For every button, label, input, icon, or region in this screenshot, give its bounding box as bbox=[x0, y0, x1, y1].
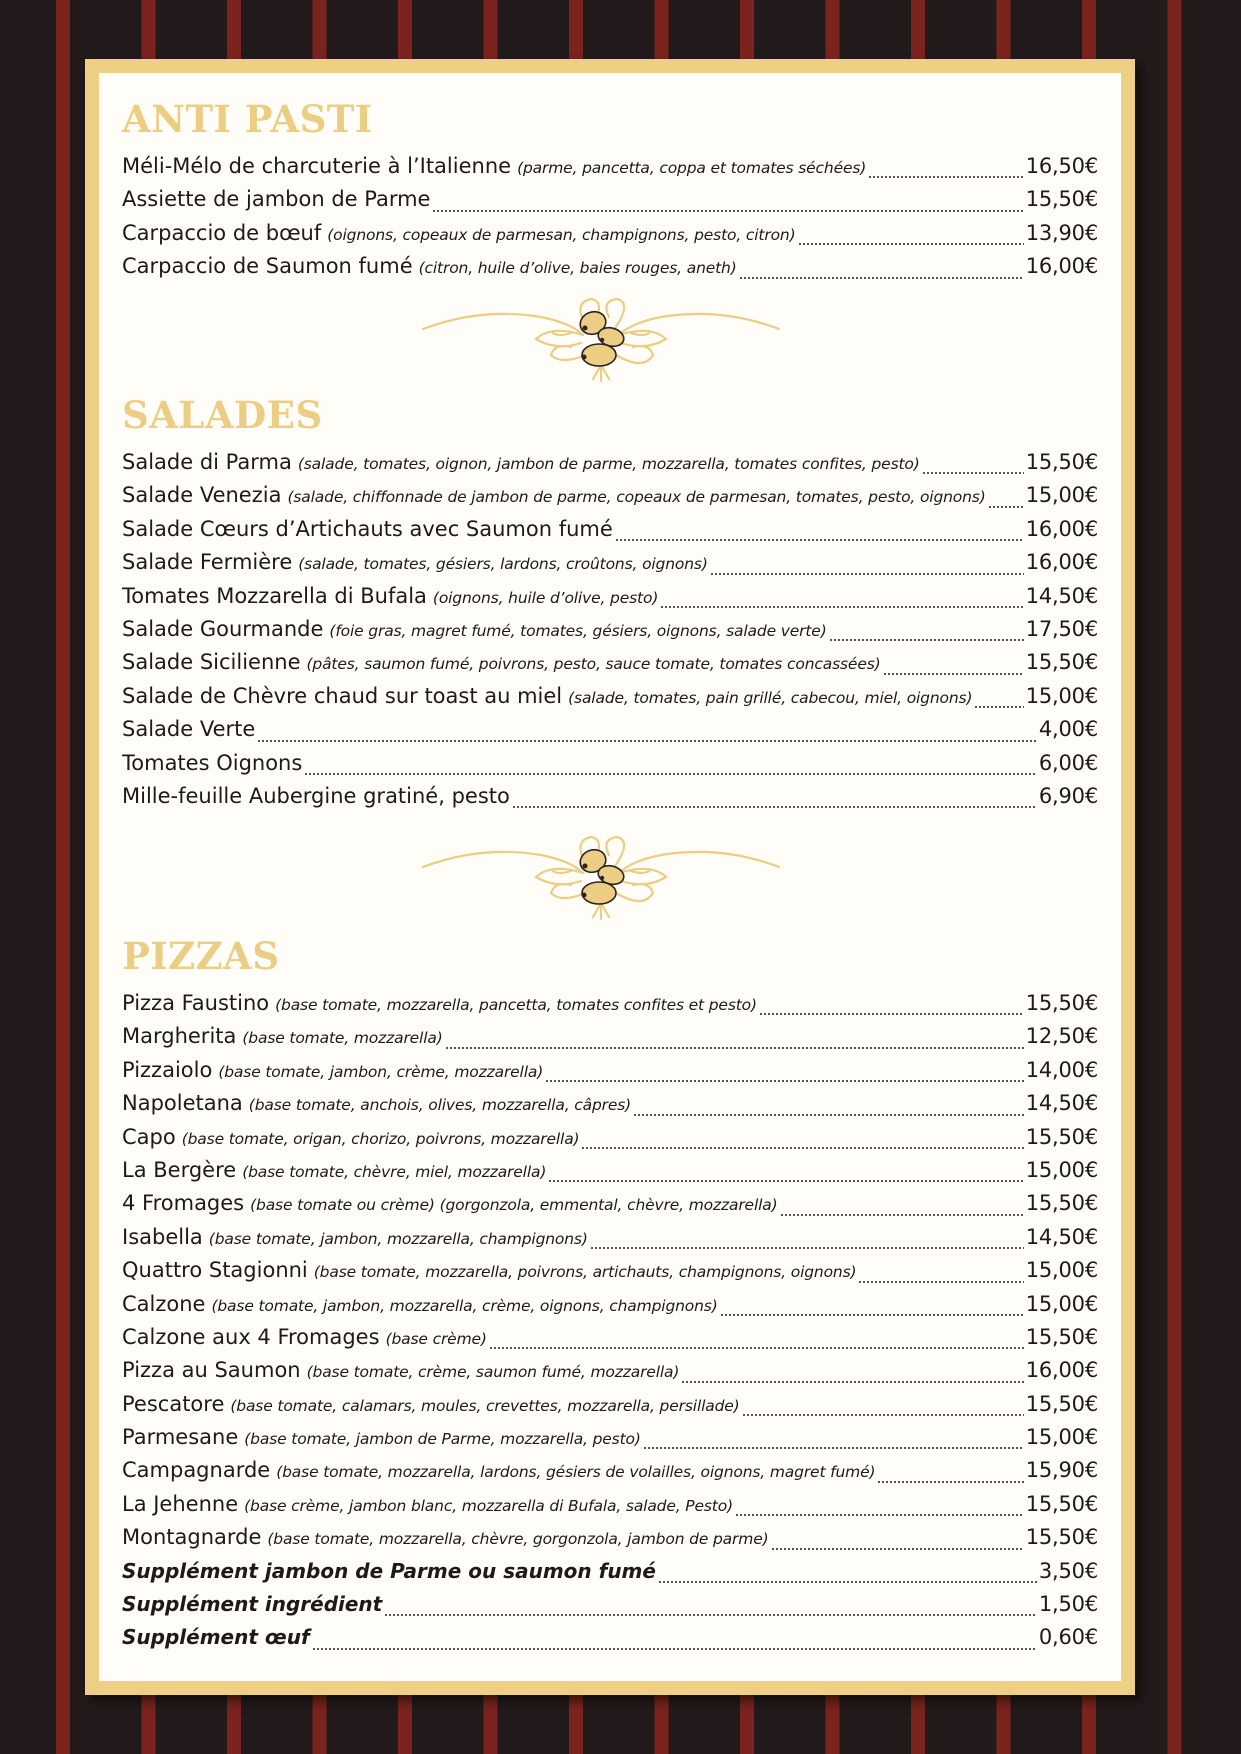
item-price: 1,50€ bbox=[1038, 1592, 1098, 1617]
item-name: La Bergère bbox=[122, 1157, 237, 1182]
menu-item bbox=[122, 254, 1098, 287]
dot-leader bbox=[304, 773, 1037, 775]
item-name: Salade Cœurs d’Artichauts avec Saumon fumé bbox=[122, 516, 613, 541]
dot-leader bbox=[257, 740, 1037, 742]
item-price: 15,50€ bbox=[1025, 1391, 1098, 1416]
dot-leader bbox=[548, 1180, 1023, 1182]
item-price: 15,00€ bbox=[1025, 1157, 1098, 1182]
olive-flourish-icon bbox=[421, 833, 781, 923]
item-description: (base tomate, crème, saumon fumé, mozzarella) bbox=[306, 1363, 680, 1382]
item-description: (base tomate, origan, chorizo, poivrons, mozzarella) bbox=[181, 1129, 580, 1148]
item-price: 12,50€ bbox=[1025, 1024, 1098, 1049]
menu-item bbox=[122, 1325, 1098, 1358]
item-description: (base tomate ou crème) (gorgonzola, emmental, chèvre, mozzarella) bbox=[250, 1196, 778, 1215]
item-price: 15,50€ bbox=[1025, 1124, 1098, 1149]
item-price: 3,50€ bbox=[1038, 1558, 1098, 1583]
menu-item bbox=[122, 1425, 1098, 1458]
item-description: (base tomate, calamars, moules, crevettes, mozzarella, persillade) bbox=[230, 1396, 740, 1415]
dot-leader bbox=[798, 243, 1024, 245]
item-description: (salade, tomates, oignon, jambon de parme, mozzarella, tomates confites, pesto) bbox=[297, 455, 920, 473]
item-name: Pizzaiolo bbox=[122, 1057, 213, 1082]
item-price: 15,00€ bbox=[1025, 683, 1098, 708]
item-name: Carpaccio de bœuf bbox=[122, 220, 322, 245]
item-price: 0,60€ bbox=[1038, 1625, 1098, 1650]
dot-leader bbox=[922, 472, 1024, 474]
item-description: (base tomate, mozzarella, chèvre, gorgonzola, jambon de parme) bbox=[267, 1530, 769, 1549]
menu-item bbox=[122, 1492, 1098, 1525]
item-description: (parme, pancetta, coppa et tomates séchées) bbox=[517, 159, 867, 177]
item-name: Tomates Oignons bbox=[122, 750, 303, 775]
menu-item bbox=[122, 154, 1098, 187]
menu-item bbox=[122, 450, 1098, 483]
item-description: (base crème, jambon blanc, mozzarella di Bufala, salade, Pesto) bbox=[244, 1496, 733, 1515]
item-description: (base tomate, mozzarella, poivrons, artichauts, champignons, oignons) bbox=[313, 1263, 857, 1282]
item-price: 15,00€ bbox=[1025, 1291, 1098, 1316]
item-name: Méli-Mélo de charcuterie à l’Italienne bbox=[122, 154, 512, 178]
item-description: (base tomate, jambon, crème, mozzarella) bbox=[218, 1062, 544, 1081]
item-price: 16,00€ bbox=[1025, 550, 1098, 575]
dot-leader bbox=[660, 606, 1024, 608]
menu-item bbox=[122, 1392, 1098, 1425]
menu-item bbox=[122, 221, 1098, 254]
item-price: 15,90€ bbox=[1025, 1458, 1098, 1483]
menu-item bbox=[122, 584, 1098, 617]
item-price: 17,50€ bbox=[1025, 616, 1098, 641]
menu-item bbox=[122, 550, 1098, 583]
item-name: Quattro Stagionni bbox=[122, 1258, 308, 1283]
item-name: Supplément ingrédient bbox=[122, 1592, 383, 1617]
item-description: (base crème) bbox=[385, 1329, 487, 1348]
item-name: Isabella bbox=[122, 1224, 203, 1249]
dot-leader bbox=[858, 1281, 1023, 1283]
menu-item bbox=[122, 1292, 1098, 1325]
item-name: Salade Gourmande bbox=[122, 616, 324, 641]
dot-leader bbox=[780, 1214, 1024, 1216]
section-title-pizzas: PIZZAS bbox=[122, 934, 280, 978]
item-price: 15,00€ bbox=[1025, 1258, 1098, 1283]
menu-item bbox=[122, 650, 1098, 683]
item-price: 15,50€ bbox=[1025, 1525, 1098, 1550]
dot-leader bbox=[384, 1614, 1037, 1616]
item-price: 16,00€ bbox=[1025, 516, 1098, 541]
item-description: (salade, tomates, gésiers, lardons, croûtons, oignons) bbox=[298, 555, 708, 574]
item-price: 15,50€ bbox=[1025, 1324, 1098, 1349]
menu-item bbox=[122, 1525, 1098, 1558]
menu-item bbox=[122, 717, 1098, 750]
item-name: Pizza Faustino bbox=[122, 991, 270, 1015]
menu-item bbox=[122, 1358, 1098, 1391]
menu-item bbox=[122, 1458, 1098, 1491]
item-description: (base tomate, anchois, olives, mozzarella, câpres) bbox=[248, 1096, 632, 1115]
menu-item bbox=[122, 1258, 1098, 1291]
menu-item bbox=[122, 1058, 1098, 1091]
item-price: 16,50€ bbox=[1025, 154, 1098, 178]
item-name: Campagnarde bbox=[122, 1458, 271, 1483]
dot-leader bbox=[681, 1381, 1023, 1383]
menu-item bbox=[122, 1158, 1098, 1191]
dot-leader bbox=[312, 1648, 1037, 1650]
dot-leader bbox=[735, 1514, 1024, 1516]
item-price: 15,00€ bbox=[1025, 1425, 1098, 1450]
item-price: 15,00€ bbox=[1025, 483, 1098, 508]
menu-item bbox=[122, 1091, 1098, 1124]
menu-item bbox=[122, 991, 1098, 1024]
item-description: (base tomate, chèvre, miel, mozzarella) bbox=[242, 1162, 547, 1181]
item-description: (base tomate, jambon de Parme, mozzarella, pesto) bbox=[244, 1430, 641, 1449]
menu-item bbox=[122, 1625, 1098, 1658]
item-price: 13,90€ bbox=[1025, 220, 1098, 245]
dot-leader bbox=[615, 539, 1024, 541]
item-name: Pizza au Saumon bbox=[122, 1358, 301, 1383]
item-price: 14,00€ bbox=[1025, 1057, 1098, 1082]
item-name: Calzone aux 4 Fromages bbox=[122, 1324, 380, 1349]
dot-leader bbox=[710, 573, 1024, 575]
item-name: Supplément jambon de Parme ou saumon fumé bbox=[122, 1558, 656, 1583]
item-price: 15,50€ bbox=[1025, 187, 1098, 212]
menu-page bbox=[99, 73, 1121, 1681]
item-price: 16,00€ bbox=[1025, 254, 1098, 279]
item-description: (foie gras, magret fumé, tomates, gésiers, oignons, salade verte) bbox=[329, 621, 827, 640]
item-price: 6,00€ bbox=[1038, 750, 1098, 775]
item-name: Napoletana bbox=[122, 1091, 243, 1116]
item-description: (oignons, huile d’olive, pesto) bbox=[432, 588, 659, 607]
item-name: Salade di Parma bbox=[122, 450, 292, 474]
item-price: 14,50€ bbox=[1025, 1091, 1098, 1116]
antipasti-list bbox=[122, 154, 1098, 288]
dot-leader bbox=[877, 1481, 1023, 1483]
item-name: Salade Sicilienne bbox=[122, 650, 301, 675]
item-price: 14,50€ bbox=[1025, 583, 1098, 608]
menu-item bbox=[122, 1592, 1098, 1625]
item-name: Carpaccio de Saumon fumé bbox=[122, 254, 413, 279]
dot-leader bbox=[759, 1013, 1024, 1015]
item-name: Salade Verte bbox=[122, 717, 256, 742]
dot-leader bbox=[742, 1414, 1024, 1416]
dot-leader bbox=[868, 176, 1024, 178]
menu-item bbox=[122, 187, 1098, 220]
dot-leader bbox=[883, 673, 1024, 675]
item-name: Montagnarde bbox=[122, 1525, 262, 1550]
item-name: Supplément œuf bbox=[122, 1625, 310, 1650]
item-price: 15,50€ bbox=[1025, 650, 1098, 675]
item-price: 6,90€ bbox=[1038, 783, 1098, 808]
menu-item bbox=[122, 483, 1098, 516]
dot-leader bbox=[720, 1314, 1024, 1316]
dot-leader bbox=[432, 210, 1023, 212]
dot-leader bbox=[658, 1581, 1037, 1583]
item-description: (citron, huile d’olive, baies rouges, aneth) bbox=[418, 259, 737, 278]
item-name: Mille-feuille Aubergine gratiné, pesto bbox=[122, 783, 510, 808]
item-name: Tomates Mozzarella di Bufala bbox=[122, 583, 427, 608]
dot-leader bbox=[739, 277, 1024, 279]
item-description: (base tomate, mozzarella, lardons, gésiers de volailles, oignons, magret fumé) bbox=[276, 1463, 876, 1482]
item-name: Assiette de jambon de Parme bbox=[122, 187, 431, 212]
item-description: (base tomate, jambon, mozzarella, champignons) bbox=[208, 1229, 588, 1248]
item-description: (base tomate, jambon, mozzarella, crème, oignons, champignons) bbox=[211, 1296, 718, 1315]
dot-leader bbox=[974, 706, 1023, 708]
dot-leader bbox=[445, 1047, 1024, 1049]
dot-leader bbox=[771, 1548, 1024, 1550]
item-name: Salade Venezia bbox=[122, 483, 282, 508]
menu-item bbox=[122, 1024, 1098, 1057]
dot-leader bbox=[581, 1147, 1023, 1149]
item-name: Salade de Chèvre chaud sur toast au miel bbox=[122, 683, 563, 708]
item-description: (salade, chiffonnade de jambon de parme, copeaux de parmesan, tomates, pesto, oignons) bbox=[287, 488, 986, 507]
item-price: 15,50€ bbox=[1025, 450, 1098, 474]
item-price: 16,00€ bbox=[1025, 1358, 1098, 1383]
menu-item bbox=[122, 751, 1098, 784]
item-name: Calzone bbox=[122, 1291, 206, 1316]
dot-leader bbox=[590, 1247, 1024, 1249]
menu-item bbox=[122, 684, 1098, 717]
menu-item bbox=[122, 1225, 1098, 1258]
item-price: 14,50€ bbox=[1025, 1224, 1098, 1249]
item-name: 4 Fromages bbox=[122, 1191, 245, 1216]
menu-item bbox=[122, 784, 1098, 817]
pizzas-list bbox=[122, 991, 1098, 1659]
item-name: Parmesane bbox=[122, 1425, 239, 1450]
item-price: 15,50€ bbox=[1025, 991, 1098, 1015]
dot-leader bbox=[512, 806, 1037, 808]
menu-item bbox=[122, 1191, 1098, 1224]
item-description: (salade, tomates, pain grillé, cabecou, miel, oignons) bbox=[568, 688, 973, 707]
item-name: La Jehenne bbox=[122, 1491, 239, 1516]
item-name: Pescatore bbox=[122, 1391, 225, 1416]
menu-item bbox=[122, 1559, 1098, 1592]
section-title-antipasti: ANTI PASTI bbox=[122, 97, 373, 141]
item-price: 15,50€ bbox=[1025, 1191, 1098, 1216]
dot-leader bbox=[643, 1447, 1024, 1449]
salades-list bbox=[122, 450, 1098, 817]
dot-leader bbox=[489, 1347, 1024, 1349]
item-name: Margherita bbox=[122, 1024, 237, 1049]
dot-leader bbox=[829, 639, 1024, 641]
section-title-salades: SALADES bbox=[122, 393, 323, 437]
item-name: Capo bbox=[122, 1124, 176, 1149]
item-description: (base tomate, mozzarella) bbox=[242, 1029, 443, 1048]
dot-leader bbox=[633, 1114, 1024, 1116]
item-description: (pâtes, saumon fumé, poivrons, pesto, sauce tomate, tomates concassées) bbox=[306, 655, 881, 674]
item-description: (oignons, copeaux de parmesan, champignons, pesto, citron) bbox=[327, 225, 796, 244]
menu-item bbox=[122, 1125, 1098, 1158]
item-description: (base tomate, mozzarella, pancetta, tomates confites et pesto) bbox=[275, 996, 757, 1014]
menu-item bbox=[122, 617, 1098, 650]
item-name: Salade Fermière bbox=[122, 550, 293, 575]
dot-leader bbox=[988, 506, 1024, 508]
dot-leader bbox=[545, 1080, 1024, 1082]
olive-flourish-icon bbox=[421, 295, 781, 385]
item-price: 4,00€ bbox=[1038, 717, 1098, 742]
menu-frame bbox=[85, 59, 1135, 1695]
menu-item bbox=[122, 517, 1098, 550]
item-price: 15,50€ bbox=[1025, 1491, 1098, 1516]
